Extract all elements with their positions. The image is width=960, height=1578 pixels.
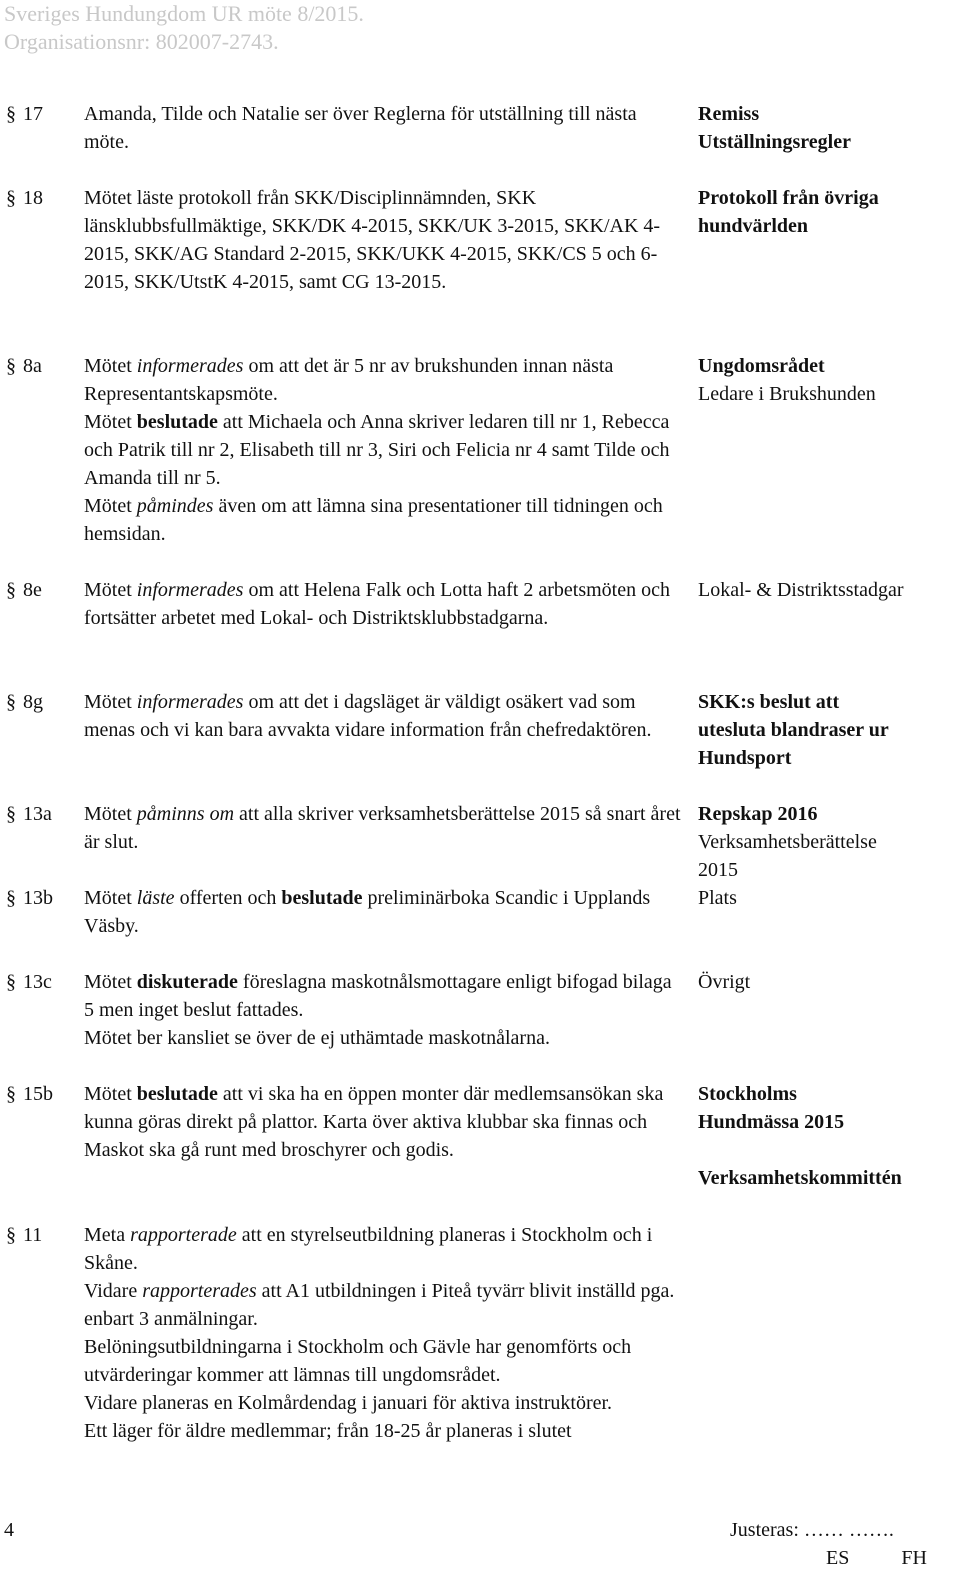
margin-heading <box>698 884 960 912</box>
item-number: 18 <box>23 187 43 209</box>
item-paragraph <box>84 1389 684 1417</box>
section-symbol: § <box>6 887 16 909</box>
margin-heading-line: Protokoll från övriga <box>698 187 879 209</box>
text-run: att Michaela och Anna skriver ledaren till nr 1, Rebecca och Patrik till nr 2, Elisabeth till nr 3, Siri och Felicia nr 4 samt Tilde och Amanda till nr 5. <box>84 411 670 489</box>
item-text <box>84 576 684 632</box>
header-org-number: Organisationsnr: 802007-2743. <box>4 29 279 54</box>
section-number <box>6 100 43 128</box>
margin-heading-line: Plats <box>698 887 737 909</box>
text-run: Mötet <box>84 691 137 713</box>
margin-heading-line: Repskap 2016 <box>698 803 818 825</box>
initials-es: ES <box>826 1547 850 1569</box>
bold-text: beslutade <box>136 1083 218 1105</box>
section-number <box>6 352 42 380</box>
section-number <box>6 884 53 912</box>
item-paragraph <box>84 408 684 492</box>
item-paragraph <box>84 968 684 1024</box>
item-text <box>84 688 684 744</box>
item-number: 8e <box>23 579 42 601</box>
section-number <box>6 688 43 716</box>
margin-heading-line: Remiss <box>698 103 760 125</box>
section-number <box>6 576 42 604</box>
text-run: om att det i dagsläget är väldigt osäkert vad som menas och vi kan bara avvakta vidare information från chefredaktören. <box>84 691 652 741</box>
item-paragraph <box>84 184 684 296</box>
text-run: Mötet <box>84 803 137 825</box>
text-run: om att det är 5 nr av brukshunden innan nästa Representantskapsmöte. <box>84 355 614 405</box>
section-symbol: § <box>6 1083 16 1105</box>
section-symbol: § <box>6 187 16 209</box>
margin-heading-line: Verksamhetsberättelse <box>698 831 877 853</box>
section-symbol: § <box>6 803 16 825</box>
italic-text: informerades <box>136 355 244 377</box>
text-run: Mötet läste protokoll från SKK/Disciplinnämnden, SKK länsklubbsfullmäktige, SKK/DK 4-2015, SKK/UK 3-2015, SKK/AK 4-2015, SKK/AG Standard 2-2015, SKK/UKK 4-2015, SKK/CS 5 och 6-2015, SKK/UtstK 4-2015, samt CG 13-2015. <box>84 187 661 293</box>
item-number: 8g <box>23 691 43 713</box>
item-number: 13b <box>23 887 53 909</box>
item-paragraph <box>84 1417 684 1445</box>
item-text <box>84 1221 684 1445</box>
margin-heading <box>698 352 960 408</box>
text-run: Meta <box>84 1224 131 1246</box>
section-symbol: § <box>6 971 16 993</box>
italic-text: informerades <box>136 579 244 601</box>
margin-heading-line: Övrigt <box>698 971 751 993</box>
margin-heading-line: Hundsport <box>698 747 792 769</box>
item-paragraph <box>84 1333 684 1389</box>
text-run: offerten och <box>174 887 282 909</box>
item-number: 8a <box>23 355 42 377</box>
section-symbol: § <box>6 1224 16 1246</box>
italic-text: påmindes <box>136 495 214 517</box>
margin-heading-line: Ungdomsrådet <box>698 355 825 377</box>
text-run: Mötet ber kansliet se över de ej uthämtade maskotnålarna. <box>84 1027 550 1049</box>
italic-text: påminns om <box>136 803 235 825</box>
italic-text: läste <box>136 887 175 909</box>
item-text <box>84 884 684 940</box>
margin-heading-line: Hundmässa 2015 <box>698 1111 845 1133</box>
section-symbol: § <box>6 691 16 713</box>
item-number: 17 <box>23 103 43 125</box>
item-number: 13a <box>23 803 52 825</box>
margin-heading-line: 2015 <box>698 859 738 881</box>
header-title: Sveriges Hundungdom UR möte 8/2015. <box>4 1 364 26</box>
section-symbol: § <box>6 103 16 125</box>
page-number: 4 <box>4 1519 14 1541</box>
text-run: Ett läger för äldre medlemmar; från 18-25 år planeras i slutet <box>84 1420 572 1442</box>
document-header <box>4 0 364 56</box>
section-number <box>6 1221 42 1249</box>
margin-heading-line: hundvärlden <box>698 215 809 237</box>
text-run: Mötet <box>84 355 137 377</box>
text-run: Mötet <box>84 887 137 909</box>
section-number <box>6 1080 53 1108</box>
item-number: 11 <box>23 1224 43 1246</box>
margin-heading <box>698 968 960 996</box>
item-paragraph <box>84 1221 684 1277</box>
margin-heading-line: Verksamhetskommittén <box>698 1167 902 1189</box>
item-text <box>84 100 684 156</box>
italic-text: rapporterades <box>142 1280 257 1302</box>
margin-heading-line: Lokal- & Distriktsstadgar <box>698 579 904 601</box>
section-symbol: § <box>6 355 16 377</box>
item-paragraph <box>84 800 684 856</box>
item-paragraph <box>84 352 684 408</box>
bold-text: beslutade <box>281 887 363 909</box>
margin-heading <box>698 100 960 156</box>
text-run: Mötet <box>84 579 137 601</box>
initials-fh: FH <box>901 1547 927 1569</box>
text-run: att alla skriver verksamhetsberättelse 2015 så snart året är slut. <box>84 803 681 853</box>
item-paragraph <box>84 1277 684 1333</box>
section-number <box>6 184 43 212</box>
section-symbol: § <box>6 579 16 601</box>
justeras-line: Justeras: …… ……. <box>730 1519 894 1541</box>
text-run: Mötet <box>84 971 137 993</box>
margin-heading-line: Ledare i Brukshunden <box>698 383 876 405</box>
italic-text: informerades <box>136 691 244 713</box>
margin-heading-line: Stockholms <box>698 1083 797 1105</box>
text-run: Amanda, Tilde och Natalie ser över Reglerna för utställning till nästa möte. <box>84 103 637 153</box>
margin-heading <box>698 576 960 604</box>
text-run: att A1 utbildningen i Piteå tyvärr blivit inställd pga. enbart 3 anmälningar. <box>84 1280 675 1330</box>
text-run: Vidare planeras en Kolmårdendag i januari för aktiva instruktörer. <box>84 1392 613 1414</box>
item-paragraph <box>84 576 684 632</box>
text-run: Mötet <box>84 1083 137 1105</box>
text-run: Mötet <box>84 411 137 433</box>
margin-heading <box>698 184 960 240</box>
text-run: att vi ska ha en öppen monter där medlemsansökan ska kunna göras direkt på plattor. Karta över aktiva klubbar ska finnas och Maskot ska gå runt med broschyrer och godis. <box>84 1083 664 1161</box>
text-run: preliminärboka Scandic i Upplands Väsby. <box>84 887 651 937</box>
item-number: 13c <box>23 971 52 993</box>
item-text <box>84 352 684 548</box>
text-run: Mötet <box>84 495 137 517</box>
item-text <box>84 968 684 1052</box>
margin-heading-line: Utställningsregler <box>698 131 851 153</box>
item-paragraph <box>84 100 684 156</box>
margin-heading-line <box>698 1136 960 1164</box>
italic-text: rapporterade <box>130 1224 237 1246</box>
section-number <box>6 800 52 828</box>
item-paragraph <box>84 688 684 744</box>
item-paragraph <box>84 1080 684 1164</box>
item-paragraph <box>84 884 684 940</box>
item-text <box>84 184 684 296</box>
text-run: Vidare <box>84 1280 143 1302</box>
margin-heading-line: utesluta blandraser ur <box>698 719 889 741</box>
text-run: föreslagna maskotnålsmottagare enligt bifogad bilaga 5 men inget beslut fattades. <box>84 971 672 1021</box>
text-run: Belöningsutbildningarna i Stockholm och Gävle har genomförts och utvärderingar kommer att lämnas till ungdomsrådet. <box>84 1336 632 1386</box>
section-number <box>6 968 52 996</box>
item-text <box>84 1080 684 1164</box>
margin-heading-line: SKK:s beslut att <box>698 691 840 713</box>
item-number: 15b <box>23 1083 53 1105</box>
text-run: även om att lämna sina presentationer till tidningen och hemsidan. <box>84 495 663 545</box>
text-run: om att Helena Falk och Lotta haft 2 arbetsmöten och fortsätter arbetet med Lokal- och Distriktsklubbstadgarna. <box>84 579 670 629</box>
margin-heading <box>698 800 960 884</box>
margin-heading <box>698 1080 960 1192</box>
justeras-initials <box>826 1544 927 1572</box>
bold-text: beslutade <box>136 411 218 433</box>
bold-text: diskuterade <box>136 971 238 993</box>
text-run: att en styrelseutbildning planeras i Stockholm och i Skåne. <box>84 1224 653 1274</box>
margin-heading <box>698 688 960 772</box>
item-paragraph <box>84 1024 684 1052</box>
item-paragraph <box>84 492 684 548</box>
item-text <box>84 800 684 856</box>
